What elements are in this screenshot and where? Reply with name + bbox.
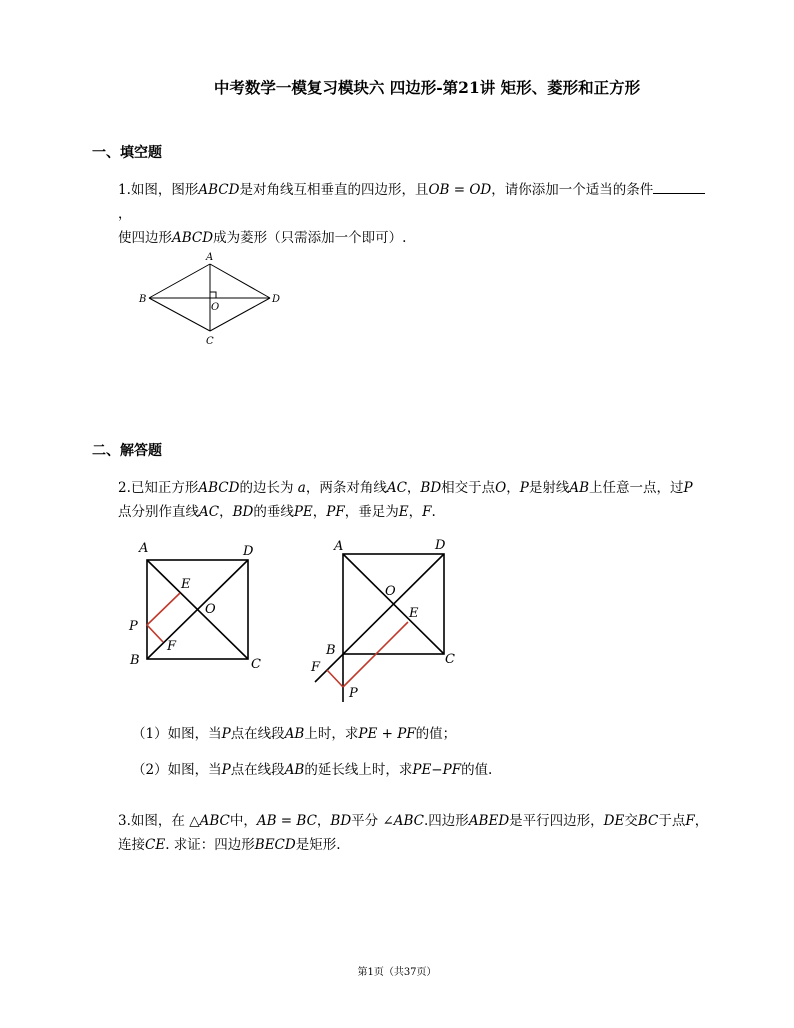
label-e: E xyxy=(181,577,191,592)
figure-rhombus xyxy=(130,246,300,352)
math: PE xyxy=(293,504,313,520)
question-3 xyxy=(118,809,728,857)
segment-pf xyxy=(147,625,163,642)
text: 是矩形. xyxy=(295,837,341,853)
text: 是射线 xyxy=(528,480,570,496)
question-number: 2. xyxy=(118,480,131,496)
label-p: P xyxy=(349,686,358,701)
section-heading-solutions: 二、解答题 xyxy=(92,443,162,459)
text: 的边长为 xyxy=(239,480,294,496)
text: 如图，图形 xyxy=(130,182,199,198)
math: E xyxy=(398,504,409,520)
text: ， xyxy=(312,504,327,520)
math: AB xyxy=(284,762,305,778)
math: OB = OD xyxy=(428,182,492,198)
math: a xyxy=(297,480,306,496)
text: 的延长线上时，求 xyxy=(304,762,413,778)
text: ， xyxy=(219,504,233,520)
label-c: C xyxy=(251,657,261,672)
text: （2）如图，当 xyxy=(132,762,222,778)
math: BD xyxy=(330,813,352,829)
math: BD xyxy=(232,504,254,520)
math: ABCD xyxy=(172,230,214,246)
figure-square-left xyxy=(125,538,275,678)
text: 中， xyxy=(229,813,257,829)
text: 交 xyxy=(624,813,638,829)
edge-ad xyxy=(210,264,270,298)
answer-blank[interactable] xyxy=(653,179,705,194)
math: P xyxy=(519,480,529,496)
math: PF xyxy=(326,504,345,520)
label-c: C xyxy=(206,336,214,347)
label-c: C xyxy=(445,652,455,667)
math: AB = BC xyxy=(256,813,317,829)
label-p: P xyxy=(129,619,138,634)
label-d: D xyxy=(435,538,446,553)
text: ， xyxy=(506,480,520,496)
text: 如图，在 xyxy=(130,813,185,829)
label-o: O xyxy=(205,602,216,617)
math: ABCD xyxy=(198,182,240,198)
text: 平分 xyxy=(351,813,379,829)
text: ， xyxy=(408,504,423,520)
text: 是平行四边形， xyxy=(509,813,604,829)
math: O xyxy=(495,480,507,496)
math: AB xyxy=(284,726,305,742)
math: ∠ABC xyxy=(382,813,425,829)
page-footer: 第1页（共37页） xyxy=(357,967,437,978)
math: PE + PF xyxy=(358,726,416,742)
label-a: A xyxy=(139,541,149,556)
label-e: E xyxy=(409,606,419,621)
text: ， xyxy=(118,206,132,222)
edge-cb xyxy=(149,298,210,331)
question-3-line-2 xyxy=(118,833,728,857)
math: P xyxy=(221,726,231,742)
text: 的值； xyxy=(415,726,457,742)
text: ， xyxy=(316,813,331,829)
text: ，两条对角线 xyxy=(305,480,387,496)
text: 相交于点 xyxy=(441,480,496,496)
label-f: F xyxy=(167,639,177,654)
math: PE−PF xyxy=(412,762,462,778)
text: 的垂线 xyxy=(253,504,294,520)
question-1 xyxy=(118,178,718,250)
right-angle-mark xyxy=(210,292,216,298)
text: 已知正方形 xyxy=(130,480,199,496)
text: . 求证：四边形 xyxy=(165,837,255,853)
label-b: B xyxy=(139,294,147,305)
question-3-line-1 xyxy=(118,809,728,833)
math: BD xyxy=(420,480,442,496)
math: CE xyxy=(145,837,166,853)
label-d: D xyxy=(272,294,281,305)
figure-square-right xyxy=(305,532,465,712)
segment-pe xyxy=(147,593,180,625)
math: AC xyxy=(199,504,220,520)
math: △ABC xyxy=(189,813,230,829)
math: AC xyxy=(386,480,407,496)
label-d: D xyxy=(243,544,254,559)
text: . xyxy=(431,504,436,520)
question-number: 3. xyxy=(118,813,131,829)
math: AB xyxy=(569,480,590,496)
question-2 xyxy=(118,476,718,524)
math: BECD xyxy=(254,837,296,853)
label-a: A xyxy=(334,539,344,554)
question-2-line-2 xyxy=(118,500,718,524)
segment-pf xyxy=(327,670,343,687)
text: 于点 xyxy=(658,813,686,829)
math: ABCD xyxy=(198,480,240,496)
text: 连接 xyxy=(118,837,145,853)
math: F xyxy=(685,813,695,829)
text: ， xyxy=(406,480,421,496)
math: P xyxy=(683,480,693,496)
text: ，垂足为 xyxy=(344,504,399,520)
label-a: A xyxy=(206,252,214,263)
question-2-line-1 xyxy=(118,476,718,500)
text: 上任意一点，过 xyxy=(589,480,684,496)
text: （1）如图，当 xyxy=(132,726,222,742)
text: 点在线段 xyxy=(230,726,285,742)
question-number: 1. xyxy=(118,182,131,198)
label-b: B xyxy=(326,643,336,658)
text: ，请你添加一个适当的条件 xyxy=(491,182,654,198)
page-title: 中考数学一模复习模块六 四边形-第21讲 矩形、菱形和正方形 xyxy=(213,78,641,97)
text: 成为菱形（只需添加一个即可）. xyxy=(213,230,407,246)
math: P xyxy=(221,762,231,778)
text: 是对角线互相垂直的四边形，且 xyxy=(239,182,429,198)
text: ， xyxy=(694,813,709,829)
math: DE xyxy=(603,813,625,829)
label-o: O xyxy=(211,302,220,313)
text: 点在线段 xyxy=(230,762,285,778)
math: ABED xyxy=(468,813,510,829)
section-heading-fill-blank: 一、填空题 xyxy=(92,145,162,161)
question-2-part-2 xyxy=(132,758,692,782)
math: F xyxy=(422,504,432,520)
text: .四边形 xyxy=(424,813,469,829)
text: 点分别作直线 xyxy=(118,504,199,520)
label-f: F xyxy=(311,660,321,675)
edge-ab xyxy=(149,264,210,298)
text: 的值. xyxy=(461,762,493,778)
question-1-line-1 xyxy=(118,178,718,226)
diagonal-bd-extended xyxy=(315,554,444,682)
text: 使四边形 xyxy=(118,230,172,246)
question-2-part-1 xyxy=(132,722,692,746)
label-b: B xyxy=(130,653,140,668)
math: BC xyxy=(637,813,659,829)
text: 上时，求 xyxy=(304,726,359,742)
label-o: O xyxy=(385,584,396,599)
